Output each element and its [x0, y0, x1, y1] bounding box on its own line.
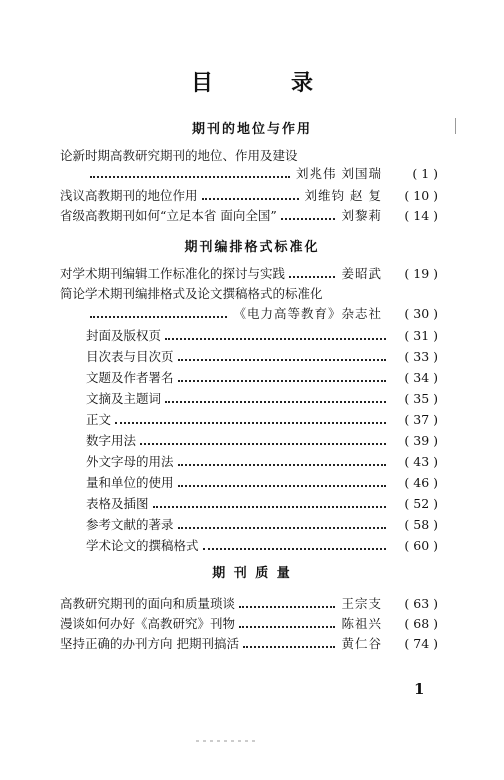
- toc-subentry: [86, 368, 438, 388]
- toc-entry-page: ( 19 ): [404, 266, 438, 281]
- toc-subentry-title: 量和单位的使用: [86, 475, 174, 490]
- toc-subentry: [86, 473, 438, 493]
- toc-entry-author: 刘兆伟 刘国瑞: [296, 166, 382, 181]
- toc-entry-author: 黄仁谷: [341, 636, 382, 651]
- dot-leader: [178, 464, 386, 466]
- dot-leader: [202, 198, 299, 200]
- toc-subentry-title: 目次表与目次页: [86, 349, 174, 364]
- toc-subentry: [86, 536, 438, 556]
- toc-entry-page: ( 1 ): [412, 166, 438, 181]
- dot-leader: [165, 338, 386, 340]
- toc-entry-author: 刘黎莉: [341, 208, 382, 223]
- toc-entry: [60, 634, 438, 654]
- toc-subentry: [86, 494, 438, 514]
- toc-entry: [60, 264, 438, 284]
- dot-leader: [239, 606, 335, 608]
- toc-entry-title: 省级高教期刊如何“立足本省 面向全国”: [60, 208, 277, 223]
- toc-subentry: [86, 389, 438, 409]
- toc-entry-author: 王宗支: [341, 596, 382, 611]
- toc-entry-author: 姜昭武: [341, 266, 382, 281]
- toc-subentry: [86, 326, 438, 346]
- toc-subentry-page: ( 43 ): [404, 454, 438, 469]
- toc-subentry-title: 表格及插图: [86, 496, 149, 511]
- dot-leader: [178, 359, 386, 361]
- dot-leader: [289, 276, 335, 278]
- toc-subentry: [86, 515, 438, 535]
- toc-entry: [60, 594, 438, 614]
- toc-subentry-page: ( 58 ): [404, 517, 438, 532]
- toc-entry: [60, 186, 438, 206]
- section-heading-3: 期 刊 质 量: [212, 566, 292, 581]
- toc-subentry-page: ( 35 ): [404, 391, 438, 406]
- toc-subentry-title: 参考文献的著录: [86, 517, 174, 532]
- dot-leader: [165, 401, 386, 403]
- toc-subentry-title: 数字用法: [86, 433, 137, 448]
- toc-entry-author: 刘维钧 赵 复: [304, 188, 382, 203]
- toc-subentry: [86, 431, 438, 451]
- scan-smudge: [196, 740, 256, 742]
- toc-entry: [86, 304, 438, 324]
- toc-subentry-title: 外文字母的用法: [86, 454, 174, 469]
- toc-subentry-title: 学术论文的撰稿格式: [86, 538, 199, 553]
- toc-entry-page: ( 10 ): [404, 188, 438, 203]
- toc-entry: [60, 614, 438, 634]
- dot-leader: [90, 316, 227, 318]
- dot-leader: [115, 422, 386, 424]
- dot-leader: [239, 626, 335, 628]
- toc-entry: [60, 206, 438, 226]
- toc-subentry-page: ( 34 ): [404, 370, 438, 385]
- dot-leader: [90, 176, 290, 178]
- toc-entry-title: 简论学术期刊编排格式及论文撰稿格式的标准化: [60, 286, 323, 301]
- dot-leader: [203, 548, 386, 550]
- toc-subentry-title: 封面及版权页: [86, 328, 162, 343]
- toc-entry-author: 《电力高等教育》杂志社: [233, 306, 382, 321]
- toc-entry: [86, 164, 438, 184]
- toc-subentry: [86, 410, 438, 430]
- toc-entry-title: 漫谈如何办好《高教研究》刊物: [60, 616, 236, 631]
- toc-subentry-title: 文摘及主题词: [86, 391, 162, 406]
- toc-subentry-page: ( 33 ): [404, 349, 438, 364]
- toc-subentry: [86, 347, 438, 367]
- page-title: 目 录: [190, 70, 341, 96]
- toc-entry-page: ( 74 ): [404, 636, 438, 651]
- dot-leader: [281, 218, 336, 220]
- toc-subentry-page: ( 52 ): [404, 496, 438, 511]
- toc-subentry-page: ( 46 ): [404, 475, 438, 490]
- toc-entry-title: 浅议高教期刊的地位作用: [60, 188, 198, 203]
- toc-subentry-page: ( 37 ): [404, 412, 438, 427]
- dot-leader: [178, 527, 386, 529]
- section-heading-1: 期刊的地位与作用: [191, 122, 312, 137]
- toc-subentry-page: ( 31 ): [404, 328, 438, 343]
- toc-entry-page: ( 63 ): [404, 596, 438, 611]
- toc-subentry: [86, 452, 438, 472]
- page-number: 1: [414, 680, 425, 698]
- dot-leader: [178, 485, 386, 487]
- toc-entry-title: 对学术期刊编辑工作标准化的探讨与实践: [60, 266, 286, 281]
- toc-entry-page: ( 30 ): [404, 306, 438, 321]
- toc-subentry-page: ( 60 ): [404, 538, 438, 553]
- dot-leader: [140, 443, 386, 445]
- toc-entry-author: 陈祖兴: [341, 616, 382, 631]
- toc-subentry-page: ( 39 ): [404, 433, 438, 448]
- dot-leader: [153, 506, 386, 508]
- toc-subentry-title: 正文: [86, 412, 112, 427]
- toc-subentry-title: 文题及作者署名: [86, 370, 174, 385]
- toc-entry-title: 坚持正确的办刊方向 把期刊搞活: [60, 636, 239, 651]
- section-heading-2: 期刊编排格式标准化: [184, 240, 320, 255]
- toc-entry-page: ( 14 ): [404, 208, 438, 223]
- dot-leader: [178, 380, 386, 382]
- dot-leader: [243, 646, 336, 648]
- toc-entry-page: ( 68 ): [404, 616, 438, 631]
- toc-entry-title: 高教研究期刊的面向和质量琐谈: [60, 596, 236, 611]
- toc-entry-title: 论新时期高教研究期刊的地位、作用及建设: [60, 148, 298, 163]
